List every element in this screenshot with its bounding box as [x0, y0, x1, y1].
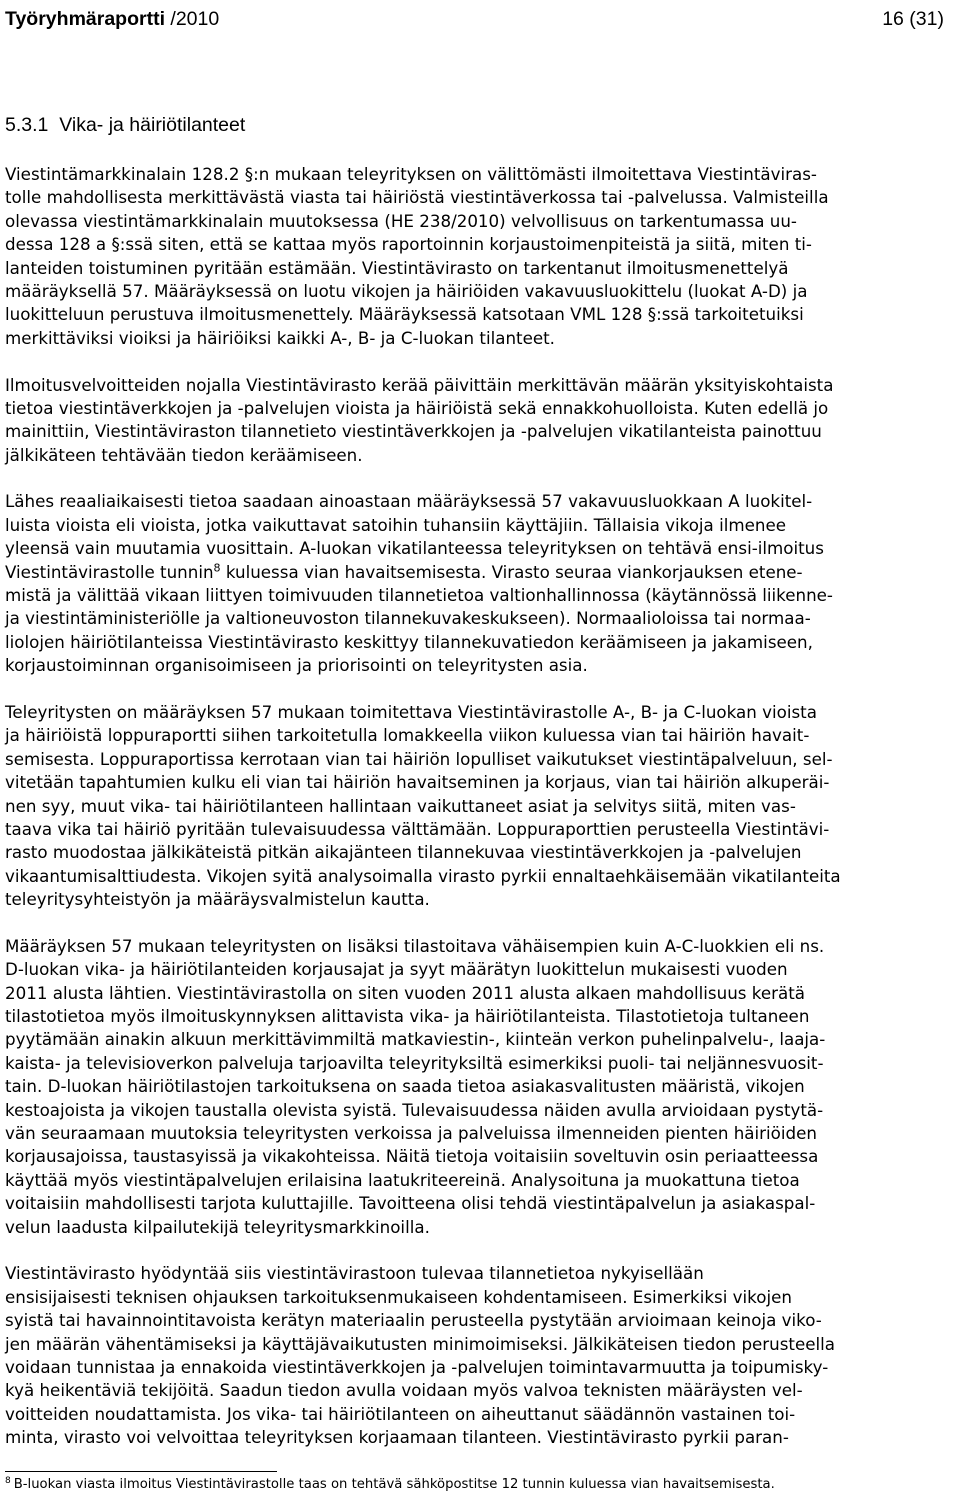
line-text: olevassa viestintämarkkinalain muutoksessa (HE 238/2010) velvollisuus on tarkentumassa uu- — [5, 210, 797, 231]
header-year: /2010 — [165, 8, 220, 30]
text-line — [5, 1075, 955, 1098]
line-text: vikaantumisalttiudesta. Vikojen syitä analysoimalla virasto pyrkii ennaltaehkäisemään vikatilanteita — [5, 865, 841, 886]
text-line — [5, 1262, 955, 1285]
line-text: merkittäviksi vioiksi ja häiriöiksi kaikki A-, B- ja C-luokan tilanteet. — [5, 327, 555, 348]
line-text: mistä ja välittää vikaan liittyen toimivuuden tilannetietoa valtionhallinnossa (käytännössä liikenne- — [5, 585, 833, 606]
line-text: velun laadusta kilpailutekijä teleyritysmarkkinoilla. — [5, 1216, 430, 1237]
text-line — [5, 303, 955, 326]
paragraph — [5, 1262, 955, 1449]
text-line — [5, 1216, 955, 1239]
text-line — [5, 444, 955, 467]
text-line — [5, 654, 955, 677]
footnote-mark: 8 — [5, 1475, 11, 1486]
text-line — [5, 1403, 955, 1426]
text-line — [5, 374, 955, 397]
text-line — [5, 818, 955, 841]
line-text: lanteiden toistuminen pyritään estämään. Viestintävirasto on tarkentanut ilmoitusmenettelyä — [5, 257, 789, 278]
line-text: minta, virasto voi velvoittaa teleyrityksen korjaamaan tilanteen. Viestintävirasto pyrkii paran- — [5, 1427, 789, 1448]
text-line — [5, 1309, 955, 1332]
line-text: yleensä vain muutamia vuosittain. A-luokan vikatilanteessa teleyrityksen on tehtävä ensi-ilmoitus — [5, 538, 824, 559]
line-text: voidaan tunnistaa ja ennakoida viestintäverkkojen ja -palvelujen toimintavarmuutta ja toipumisky- — [5, 1356, 829, 1377]
text-line — [5, 935, 955, 958]
line-text: voitteiden noudattamista. Jos vika- tai häiriötilanteen on aiheuttanut säädännön vastainen toi- — [5, 1403, 796, 1424]
text-line — [5, 210, 955, 233]
section-heading: 5.3.1 Vika- ja häiriötilanteet — [5, 114, 246, 136]
text-line — [5, 163, 955, 186]
text-line — [5, 724, 955, 747]
line-text: liolojen häiriötilanteissa Viestintävirasto keskittyy tilannekuvatiedon keräämiseen ja jakamiseen, — [5, 631, 813, 652]
line-text: ensisijaisesti teknisen ohjauksen tarkoituksenmukaiseen kohdentamiseen. Esimerkiksi vikojen — [5, 1286, 792, 1307]
footnote — [5, 1476, 775, 1494]
text-line — [5, 1356, 955, 1379]
text-line — [5, 514, 955, 537]
text-line — [5, 748, 955, 771]
text-line — [5, 1169, 955, 1192]
line-text: määräyksellä 57. Määräyksessä on luotu vikojen ja häiriöiden vakavuusluokittelu (luokat A-D) ja — [5, 280, 808, 301]
line-text: mainittiin, Viestintäviraston tilannetieto viestintäverkkojen ja -palvelujen vikatilanteista painottuu — [5, 421, 822, 442]
text-line — [5, 1028, 955, 1051]
line-text: tain. D-luokan häiriötilastojen tarkoituksena on saada tietoa asiakasvalitusten määristä, vikojen — [5, 1076, 805, 1097]
line-text: Viestintämarkkinalain 128.2 §:n mukaan teleyrityksen on välittömästi ilmoitettava Viestintäviras- — [5, 164, 817, 184]
paragraph — [5, 701, 955, 912]
text-line — [5, 795, 955, 818]
text-line — [5, 888, 955, 911]
line-text: tilastotietoa myös ilmoituskynnyksen alittavista vika- ja häiriötilanteista. Tilastotietoja tultaneen — [5, 1006, 810, 1027]
header-title — [5, 6, 219, 32]
text-line — [5, 701, 955, 724]
line-text: tietoa viestintäverkkojen ja -palvelujen vioista ja häiriöistä sekä ennakkohuolloista. Kuten edellä jo — [5, 397, 829, 418]
line-text: dessa 128 a §:ssä siten, että se kattaa myös raportoinnin korjaustoimenpiteistä ja siitä, miten ti- — [5, 234, 812, 255]
text-line — [5, 1379, 955, 1402]
text-line — [5, 958, 955, 981]
line-text: voitaisiin mahdollisesti tarjota kuluttajille. Tavoitteena olisi tehdä viestintäpalvelun ja asiakaspal- — [5, 1193, 816, 1214]
text-line — [5, 1192, 955, 1215]
text-line — [5, 186, 955, 209]
body-text — [5, 163, 955, 1473]
text-line — [5, 420, 955, 443]
text-line — [5, 982, 955, 1005]
text-line — [5, 1333, 955, 1356]
paragraph — [5, 374, 955, 468]
text-line — [5, 1052, 955, 1075]
footnote-rule — [5, 1471, 277, 1472]
page-header — [5, 6, 960, 36]
line-text: kestoajoista ja vikojen taustalla olevista syistä. Tulevaisuudessa näiden avulla arvioidaan pystytä- — [5, 1099, 824, 1120]
text-line — [5, 233, 955, 256]
footnote-text: B-luokan viasta ilmoitus Viestintävirastolle taas on tehtävä sähköpostitse 12 tunnin kuluessa vian havaitsemisesta. — [13, 1477, 775, 1492]
line-text: pyytämään ainakin alkuun merkittävimmiltä matkaviestin-, kiinteän verkon puhelinpalvelu-, laaja- — [5, 1029, 826, 1050]
line-text: rasto muodostaa jälkikäteistä pitkän aikajänteen tilannekuvaa viestintäverkkojen ja -palvelujen — [5, 842, 802, 863]
text-line — [5, 865, 955, 888]
line-text: käyttää myös viestintäpalvelujen erilaisina laatukriteereinä. Analysoituna ja muokattuna tietoa — [5, 1169, 800, 1190]
text-line — [5, 771, 955, 794]
line-text: D-luokan vika- ja häiriötilanteiden korjausajat ja syyt määrätyn luokittelun mukaisesti vuoden — [5, 959, 788, 980]
text-line — [5, 1286, 955, 1309]
line-text: syistä tai havainnointitavoista kerätyn materiaalin perusteella pystytään arvioimaan keinoja viko- — [5, 1310, 822, 1331]
line-text: ja häiriöistä loppuraportti siihen tarkoitetulla lomakkeella viikon kuluessa vian tai häiriön havait- — [5, 725, 810, 746]
text-line — [5, 631, 955, 654]
paragraph — [5, 935, 955, 1239]
text-line — [5, 607, 955, 630]
line-text: Määräyksen 57 mukaan teleyritysten on lisäksi tilastoitava vähäisempien kuin A-C-luokkien eli ns. — [5, 935, 825, 956]
footnote-reference: 8 — [213, 561, 221, 575]
line-text: ja viestintäministeriölle ja valtioneuvoston tilannekuvakeskukseen). Normaalioloissa tai normaa- — [5, 608, 811, 629]
paragraph — [5, 163, 955, 350]
line-text: luokitteluun perustuva ilmoitusmenettely. Määräyksessä katsotaan VML 128 §:ssä tarkoitetuiksi — [5, 304, 804, 325]
text-line — [5, 257, 955, 280]
text-line — [5, 584, 955, 607]
line-text: nen syy, muut vika- tai häiriötilanteen hallintaan vaikuttaneet asiat ja selvitys siitä, miten vas- — [5, 795, 796, 816]
line-text: jälkikäteen tehtävään tiedon keräämiseen. — [5, 444, 363, 465]
line-text: tolle mahdollisesta merkittävästä viasta tai häiriöstä viestintäverkossa tai -palvelussa. Valmisteilla — [5, 187, 829, 208]
line-text: kaista- ja televisioverkon palveluja tarjoavilta teleyrityksiltä esimerkiksi puoli- tai neljännesvuosit- — [5, 1052, 824, 1073]
text-line — [5, 561, 955, 584]
line-text: Viestintävirastolle tunnin — [5, 561, 214, 582]
line-text: semisesta. Loppuraportissa kerrotaan vian tai häiriön lopulliset vaikutukset viestintäpalveluun, sel- — [5, 748, 833, 769]
line-text: teleyritysyhteistyön ja määräysvalmistelun kautta. — [5, 889, 430, 910]
line-text: taava vika tai häiriö pyritään tulevaisuudessa välttämään. Loppuraporttien perusteella Viestintävi- — [5, 818, 830, 839]
line-text: vitetään tapahtumien kulku eli vian tai häiriön havaitseminen ja korjaus, vian tai häiriön alkuperäi- — [5, 772, 830, 793]
line-text: 2011 alusta lähtien. Viestintävirastolla on siten vuoden 2011 alusta alkaen mahdollisuus kerätä — [5, 982, 805, 1003]
line-text: kyä heikentäviä tekijöitä. Saadun tiedon avulla voidaan myös valvoa teknisten määräysten vel- — [5, 1380, 803, 1401]
line-text: Viestintävirasto hyödyntää siis viestintävirastoon tulevaa tilannetietoa nykyisellään — [5, 1263, 704, 1284]
line-text: korjausajoissa, taustasyissä ja vikakohteissa. Näitä tietoja voitaisiin soveltuvin osin periaatteessa — [5, 1146, 819, 1167]
line-text: luista vioista eli vioista, jotka vaikuttavat satoihin tuhansiin käyttäjiin. Tällaisia vikoja ilmenee — [5, 514, 786, 535]
text-line — [5, 1145, 955, 1168]
text-line — [5, 1005, 955, 1028]
header-document-name: Työryhmäraportti — [5, 8, 165, 30]
line-text: Ilmoitusvelvoitteiden nojalla Viestintävirasto kerää päivittäin merkittävän määrän yksityiskohtaista — [5, 374, 834, 395]
line-text: Teleyritysten on määräyksen 57 mukaan toimitettava Viestintävirastolle A-, B- ja C-luokan vioista — [5, 701, 817, 722]
header-page-number: 16 (31) — [882, 8, 944, 30]
line-text: jen määrän vähentämiseksi ja käyttäjävaikutusten minimoimiseksi. Jälkikäteisen tiedon perusteella — [5, 1333, 836, 1354]
text-line — [5, 1122, 955, 1145]
line-text: vän seuraamaan muutoksia teleyritysten verkoissa ja palveluissa ilmenneiden pienten häiriöiden — [5, 1123, 817, 1144]
text-line — [5, 841, 955, 864]
line-text: Lähes reaaliaikaisesti tietoa saadaan ainoastaan määräyksessä 57 vakavuusluokkaan A luokitel- — [5, 491, 813, 512]
text-line — [5, 1426, 955, 1449]
line-text: korjaustoiminnan organisoimiseen ja priorisointi on teleyritysten asia. — [5, 655, 588, 676]
text-line — [5, 537, 955, 560]
paragraph — [5, 490, 955, 677]
text-line — [5, 397, 955, 420]
text-line — [5, 1099, 955, 1122]
line-text-continued: kuluessa vian havaitsemisesta. Virasto seuraa viankorjauksen etene- — [220, 561, 803, 582]
text-line — [5, 280, 955, 303]
text-line — [5, 490, 955, 513]
text-line — [5, 327, 955, 350]
